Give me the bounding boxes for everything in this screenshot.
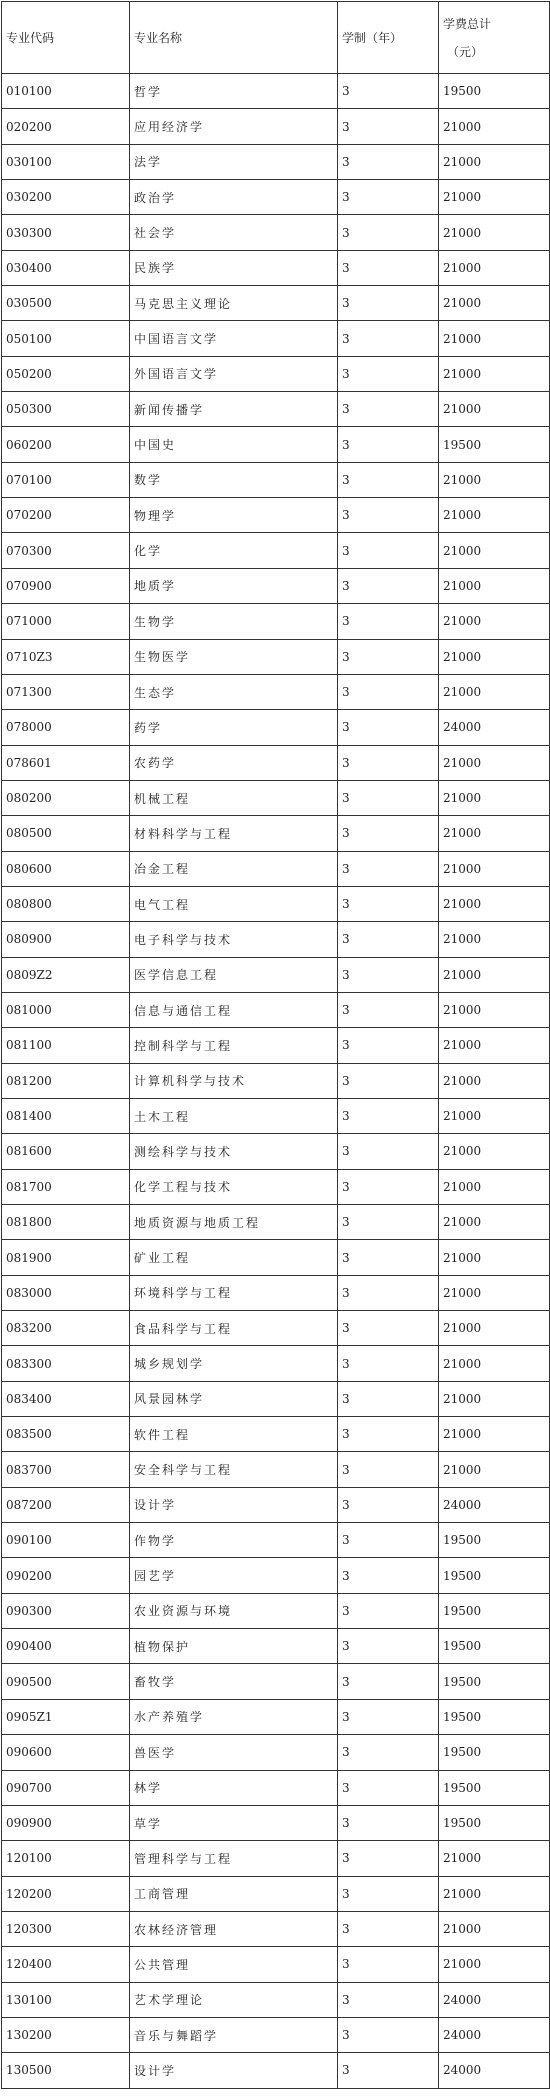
table-body — [2, 74, 550, 2089]
table-row — [2, 568, 550, 603]
cell-code: 080800 — [2, 886, 130, 921]
cell-name: 畜牧学 — [130, 1664, 338, 1699]
cell-fee: 24000 — [439, 1487, 550, 1522]
cell-fee: 19500 — [439, 74, 550, 109]
cell-code: 081200 — [2, 1063, 130, 1098]
cell-code: 080200 — [2, 780, 130, 815]
table-row — [2, 1275, 550, 1310]
table-row — [2, 1523, 550, 1558]
table-row — [2, 215, 550, 250]
table-row — [2, 1452, 550, 1487]
cell-years: 3 — [338, 1205, 439, 1240]
table-row — [2, 356, 550, 391]
table-row — [2, 1982, 550, 2017]
cell-years: 3 — [338, 1947, 439, 1982]
table-row — [2, 1381, 550, 1416]
cell-name: 地质学 — [130, 568, 338, 603]
cell-years: 3 — [338, 1664, 439, 1699]
cell-fee: 21000 — [439, 568, 550, 603]
table-row — [2, 1911, 550, 1946]
table-row — [2, 1629, 550, 1664]
cell-fee: 21000 — [439, 356, 550, 391]
cell-code: 080500 — [2, 816, 130, 851]
cell-years: 3 — [338, 498, 439, 533]
cell-fee: 19500 — [439, 427, 550, 462]
cell-code: 050200 — [2, 356, 130, 391]
cell-fee: 24000 — [439, 710, 550, 745]
cell-years: 3 — [338, 639, 439, 674]
cell-years: 3 — [338, 180, 439, 215]
cell-fee: 21000 — [439, 1205, 550, 1240]
cell-code: 130200 — [2, 2017, 130, 2052]
table-header — [2, 2, 550, 74]
table-row — [2, 1805, 550, 1840]
cell-fee: 21000 — [439, 886, 550, 921]
cell-years: 3 — [338, 851, 439, 886]
cell-name: 软件工程 — [130, 1417, 338, 1452]
cell-years: 3 — [338, 1523, 439, 1558]
cell-name: 化学 — [130, 533, 338, 568]
cell-name: 社会学 — [130, 215, 338, 250]
cell-fee: 21000 — [439, 1098, 550, 1133]
cell-code: 020200 — [2, 109, 130, 144]
cell-fee: 19500 — [439, 1664, 550, 1699]
cell-years: 3 — [338, 1028, 439, 1063]
cell-years: 3 — [338, 109, 439, 144]
cell-name: 设计学 — [130, 1487, 338, 1522]
cell-name: 冶金工程 — [130, 851, 338, 886]
cell-fee: 19500 — [439, 1593, 550, 1628]
cell-years: 3 — [338, 1805, 439, 1840]
cell-years: 3 — [338, 144, 439, 179]
cell-years: 3 — [338, 74, 439, 109]
cell-fee: 21000 — [439, 462, 550, 497]
table-row — [2, 1593, 550, 1628]
table-row — [2, 1876, 550, 1911]
cell-years: 3 — [338, 1735, 439, 1770]
cell-name: 土木工程 — [130, 1098, 338, 1133]
cell-years: 3 — [338, 462, 439, 497]
cell-code: 050100 — [2, 321, 130, 356]
header-fee-unit: （元） — [447, 44, 484, 59]
cell-years: 3 — [338, 1593, 439, 1628]
cell-fee: 21000 — [439, 1911, 550, 1946]
table-row — [2, 250, 550, 285]
cell-name: 应用经济学 — [130, 109, 338, 144]
cell-name: 农林经济管理 — [130, 1911, 338, 1946]
table-row — [2, 1134, 550, 1169]
table-row — [2, 745, 550, 780]
cell-name: 马克思主义理论 — [130, 286, 338, 321]
cell-name: 物理学 — [130, 498, 338, 533]
cell-code: 120300 — [2, 1911, 130, 1946]
cell-fee: 21000 — [439, 1311, 550, 1346]
cell-name: 数学 — [130, 462, 338, 497]
cell-code: 090600 — [2, 1735, 130, 1770]
table-row — [2, 1240, 550, 1275]
cell-name: 政治学 — [130, 180, 338, 215]
header-row — [2, 2, 550, 74]
table-row — [2, 321, 550, 356]
cell-years: 3 — [338, 1311, 439, 1346]
cell-years: 3 — [338, 992, 439, 1027]
cell-years: 3 — [338, 1452, 439, 1487]
table-row — [2, 1028, 550, 1063]
cell-years: 3 — [338, 1699, 439, 1734]
cell-code: 081800 — [2, 1205, 130, 1240]
cell-fee: 21000 — [439, 180, 550, 215]
cell-code: 070900 — [2, 568, 130, 603]
cell-fee: 21000 — [439, 992, 550, 1027]
cell-name: 信息与通信工程 — [130, 992, 338, 1027]
cell-name: 控制科学与工程 — [130, 1028, 338, 1063]
cell-fee: 21000 — [439, 1876, 550, 1911]
cell-years: 3 — [338, 1982, 439, 2017]
cell-code: 081100 — [2, 1028, 130, 1063]
table-row — [2, 992, 550, 1027]
cell-years: 3 — [338, 427, 439, 462]
table-row — [2, 2053, 550, 2088]
cell-years: 3 — [338, 1629, 439, 1664]
cell-fee: 19500 — [439, 1805, 550, 1840]
cell-fee: 21000 — [439, 144, 550, 179]
tuition-table — [1, 1, 550, 2089]
cell-code: 130500 — [2, 2053, 130, 2088]
header-duration: 学制（年） — [338, 2, 439, 74]
cell-code: 087200 — [2, 1487, 130, 1522]
cell-name: 安全科学与工程 — [130, 1452, 338, 1487]
cell-fee: 19500 — [439, 1735, 550, 1770]
cell-name: 林学 — [130, 1770, 338, 1805]
cell-code: 078601 — [2, 745, 130, 780]
cell-code: 030500 — [2, 286, 130, 321]
cell-years: 3 — [338, 392, 439, 427]
table-row — [2, 1346, 550, 1381]
cell-years: 3 — [338, 533, 439, 568]
cell-code: 083400 — [2, 1381, 130, 1416]
cell-fee: 21000 — [439, 816, 550, 851]
header-fee-label: 学费总计 — [443, 16, 492, 31]
cell-years: 3 — [338, 1063, 439, 1098]
cell-years: 3 — [338, 1240, 439, 1275]
cell-code: 083000 — [2, 1275, 130, 1310]
cell-name: 中国语言文学 — [130, 321, 338, 356]
cell-code: 090100 — [2, 1523, 130, 1558]
table-row — [2, 674, 550, 709]
cell-fee: 21000 — [439, 1346, 550, 1381]
cell-code: 090900 — [2, 1805, 130, 1840]
table-row — [2, 639, 550, 674]
cell-fee: 19500 — [439, 1558, 550, 1593]
cell-code: 081700 — [2, 1169, 130, 1204]
cell-code: 071000 — [2, 604, 130, 639]
cell-name: 民族学 — [130, 250, 338, 285]
cell-name: 设计学 — [130, 2053, 338, 2088]
cell-years: 3 — [338, 1134, 439, 1169]
cell-years: 3 — [338, 710, 439, 745]
table-row — [2, 1699, 550, 1734]
cell-years: 3 — [338, 1275, 439, 1310]
cell-code: 083500 — [2, 1417, 130, 1452]
cell-name: 兽医学 — [130, 1735, 338, 1770]
cell-name: 草学 — [130, 1805, 338, 1840]
table-row — [2, 1487, 550, 1522]
cell-code: 030200 — [2, 180, 130, 215]
cell-name: 植物保护 — [130, 1629, 338, 1664]
cell-name: 矿业工程 — [130, 1240, 338, 1275]
cell-fee: 21000 — [439, 321, 550, 356]
cell-name: 公共管理 — [130, 1947, 338, 1982]
cell-code: 071300 — [2, 674, 130, 709]
cell-fee: 21000 — [439, 1169, 550, 1204]
cell-years: 3 — [338, 1841, 439, 1876]
table-row — [2, 533, 550, 568]
cell-years: 3 — [338, 1876, 439, 1911]
table-row — [2, 1169, 550, 1204]
cell-code: 010100 — [2, 74, 130, 109]
cell-code: 070200 — [2, 498, 130, 533]
table-row — [2, 710, 550, 745]
cell-fee: 21000 — [439, 745, 550, 780]
cell-code: 090500 — [2, 1664, 130, 1699]
table-row — [2, 1664, 550, 1699]
table-row — [2, 109, 550, 144]
cell-fee: 21000 — [439, 604, 550, 639]
cell-years: 3 — [338, 286, 439, 321]
cell-name: 食品科学与工程 — [130, 1311, 338, 1346]
cell-fee: 21000 — [439, 1841, 550, 1876]
cell-fee: 19500 — [439, 1523, 550, 1558]
table-row — [2, 1063, 550, 1098]
cell-name: 哲学 — [130, 74, 338, 109]
cell-name: 风景园林学 — [130, 1381, 338, 1416]
cell-name: 艺术学理论 — [130, 1982, 338, 2017]
cell-code: 090300 — [2, 1593, 130, 1628]
cell-fee: 21000 — [439, 498, 550, 533]
table-row — [2, 144, 550, 179]
cell-years: 3 — [338, 1911, 439, 1946]
cell-name: 测绘科学与技术 — [130, 1134, 338, 1169]
cell-name: 电子科学与技术 — [130, 922, 338, 957]
cell-name: 地质资源与地质工程 — [130, 1205, 338, 1240]
cell-fee: 21000 — [439, 533, 550, 568]
cell-code: 030400 — [2, 250, 130, 285]
cell-years: 3 — [338, 2017, 439, 2052]
table-row — [2, 816, 550, 851]
cell-name: 水产养殖学 — [130, 1699, 338, 1734]
cell-code: 070300 — [2, 533, 130, 568]
cell-years: 3 — [338, 321, 439, 356]
cell-code: 078000 — [2, 710, 130, 745]
table-row — [2, 180, 550, 215]
cell-fee: 21000 — [439, 922, 550, 957]
table-row — [2, 2017, 550, 2052]
cell-years: 3 — [338, 674, 439, 709]
cell-name: 计算机科学与技术 — [130, 1063, 338, 1098]
cell-name: 农药学 — [130, 745, 338, 780]
table-row — [2, 1098, 550, 1133]
cell-fee: 21000 — [439, 1381, 550, 1416]
cell-code: 030100 — [2, 144, 130, 179]
cell-code: 081400 — [2, 1098, 130, 1133]
cell-code: 130100 — [2, 1982, 130, 2017]
cell-years: 3 — [338, 356, 439, 391]
cell-fee: 24000 — [439, 2017, 550, 2052]
cell-years: 3 — [338, 780, 439, 815]
cell-name: 生态学 — [130, 674, 338, 709]
cell-name: 中国史 — [130, 427, 338, 462]
cell-fee: 19500 — [439, 1629, 550, 1664]
cell-name: 机械工程 — [130, 780, 338, 815]
cell-years: 3 — [338, 886, 439, 921]
cell-name: 工商管理 — [130, 1876, 338, 1911]
cell-name: 新闻传播学 — [130, 392, 338, 427]
cell-code: 070100 — [2, 462, 130, 497]
cell-code: 090400 — [2, 1629, 130, 1664]
cell-fee: 21000 — [439, 1452, 550, 1487]
cell-code: 090700 — [2, 1770, 130, 1805]
table-row — [2, 922, 550, 957]
table-row — [2, 74, 550, 109]
cell-fee: 21000 — [439, 639, 550, 674]
table-row — [2, 604, 550, 639]
cell-years: 3 — [338, 1770, 439, 1805]
table-row — [2, 286, 550, 321]
table-row — [2, 1770, 550, 1805]
cell-fee: 21000 — [439, 1275, 550, 1310]
cell-fee: 21000 — [439, 957, 550, 992]
cell-years: 3 — [338, 568, 439, 603]
cell-years: 3 — [338, 1381, 439, 1416]
cell-code: 083300 — [2, 1346, 130, 1381]
cell-years: 3 — [338, 922, 439, 957]
cell-code: 060200 — [2, 427, 130, 462]
cell-name: 法学 — [130, 144, 338, 179]
table-row — [2, 1558, 550, 1593]
cell-years: 3 — [338, 816, 439, 851]
cell-name: 材料科学与工程 — [130, 816, 338, 851]
cell-name: 管理科学与工程 — [130, 1841, 338, 1876]
cell-code: 0809Z2 — [2, 957, 130, 992]
cell-years: 3 — [338, 1417, 439, 1452]
table-row — [2, 886, 550, 921]
cell-code: 120400 — [2, 1947, 130, 1982]
cell-years: 3 — [338, 250, 439, 285]
cell-fee: 21000 — [439, 1240, 550, 1275]
cell-years: 3 — [338, 604, 439, 639]
cell-name: 音乐与舞蹈学 — [130, 2017, 338, 2052]
header-code: 专业代码 — [2, 2, 130, 74]
cell-fee: 21000 — [439, 780, 550, 815]
table-row — [2, 1841, 550, 1876]
cell-fee: 24000 — [439, 2053, 550, 2088]
cell-code: 081600 — [2, 1134, 130, 1169]
table-row — [2, 1417, 550, 1452]
cell-fee: 21000 — [439, 109, 550, 144]
cell-name: 外国语言文学 — [130, 356, 338, 391]
cell-years: 3 — [338, 1487, 439, 1522]
cell-name: 化学工程与技术 — [130, 1169, 338, 1204]
cell-code: 030300 — [2, 215, 130, 250]
cell-name: 生物学 — [130, 604, 338, 639]
cell-code: 083700 — [2, 1452, 130, 1487]
cell-code: 080900 — [2, 922, 130, 957]
cell-code: 0710Z3 — [2, 639, 130, 674]
cell-years: 3 — [338, 1098, 439, 1133]
cell-years: 3 — [338, 215, 439, 250]
cell-code: 080600 — [2, 851, 130, 886]
cell-name: 生物医学 — [130, 639, 338, 674]
cell-name: 作物学 — [130, 1523, 338, 1558]
table-row — [2, 957, 550, 992]
cell-fee: 21000 — [439, 286, 550, 321]
table-row — [2, 1735, 550, 1770]
cell-code: 083200 — [2, 1311, 130, 1346]
cell-years: 3 — [338, 1558, 439, 1593]
cell-code: 120100 — [2, 1841, 130, 1876]
cell-fee: 21000 — [439, 851, 550, 886]
cell-code: 0905Z1 — [2, 1699, 130, 1734]
cell-fee: 21000 — [439, 250, 550, 285]
cell-fee: 24000 — [439, 1982, 550, 2017]
cell-fee: 21000 — [439, 215, 550, 250]
cell-code: 081900 — [2, 1240, 130, 1275]
cell-name: 药学 — [130, 710, 338, 745]
table-row — [2, 1311, 550, 1346]
cell-name: 医学信息工程 — [130, 957, 338, 992]
table-row — [2, 462, 550, 497]
table-row — [2, 427, 550, 462]
cell-name: 环境科学与工程 — [130, 1275, 338, 1310]
cell-name: 农业资源与环境 — [130, 1593, 338, 1628]
cell-code: 090200 — [2, 1558, 130, 1593]
cell-name: 城乡规划学 — [130, 1346, 338, 1381]
cell-code: 081000 — [2, 992, 130, 1027]
cell-code: 120200 — [2, 1876, 130, 1911]
table-row — [2, 1205, 550, 1240]
table-row — [2, 780, 550, 815]
cell-fee: 21000 — [439, 1134, 550, 1169]
cell-years: 3 — [338, 2053, 439, 2088]
table-row — [2, 1947, 550, 1982]
cell-name: 园艺学 — [130, 1558, 338, 1593]
cell-fee: 21000 — [439, 1063, 550, 1098]
cell-fee: 19500 — [439, 1699, 550, 1734]
cell-fee: 21000 — [439, 1417, 550, 1452]
table-row — [2, 498, 550, 533]
cell-fee: 21000 — [439, 1028, 550, 1063]
cell-years: 3 — [338, 1169, 439, 1204]
cell-fee: 21000 — [439, 1947, 550, 1982]
cell-fee: 21000 — [439, 674, 550, 709]
cell-code: 050300 — [2, 392, 130, 427]
cell-fee: 19500 — [439, 1770, 550, 1805]
cell-years: 3 — [338, 957, 439, 992]
cell-fee: 21000 — [439, 392, 550, 427]
table-row — [2, 851, 550, 886]
header-fee — [439, 2, 550, 74]
table-row — [2, 392, 550, 427]
header-name: 专业名称 — [130, 2, 338, 74]
cell-years: 3 — [338, 745, 439, 780]
cell-years: 3 — [338, 1346, 439, 1381]
cell-name: 电气工程 — [130, 886, 338, 921]
